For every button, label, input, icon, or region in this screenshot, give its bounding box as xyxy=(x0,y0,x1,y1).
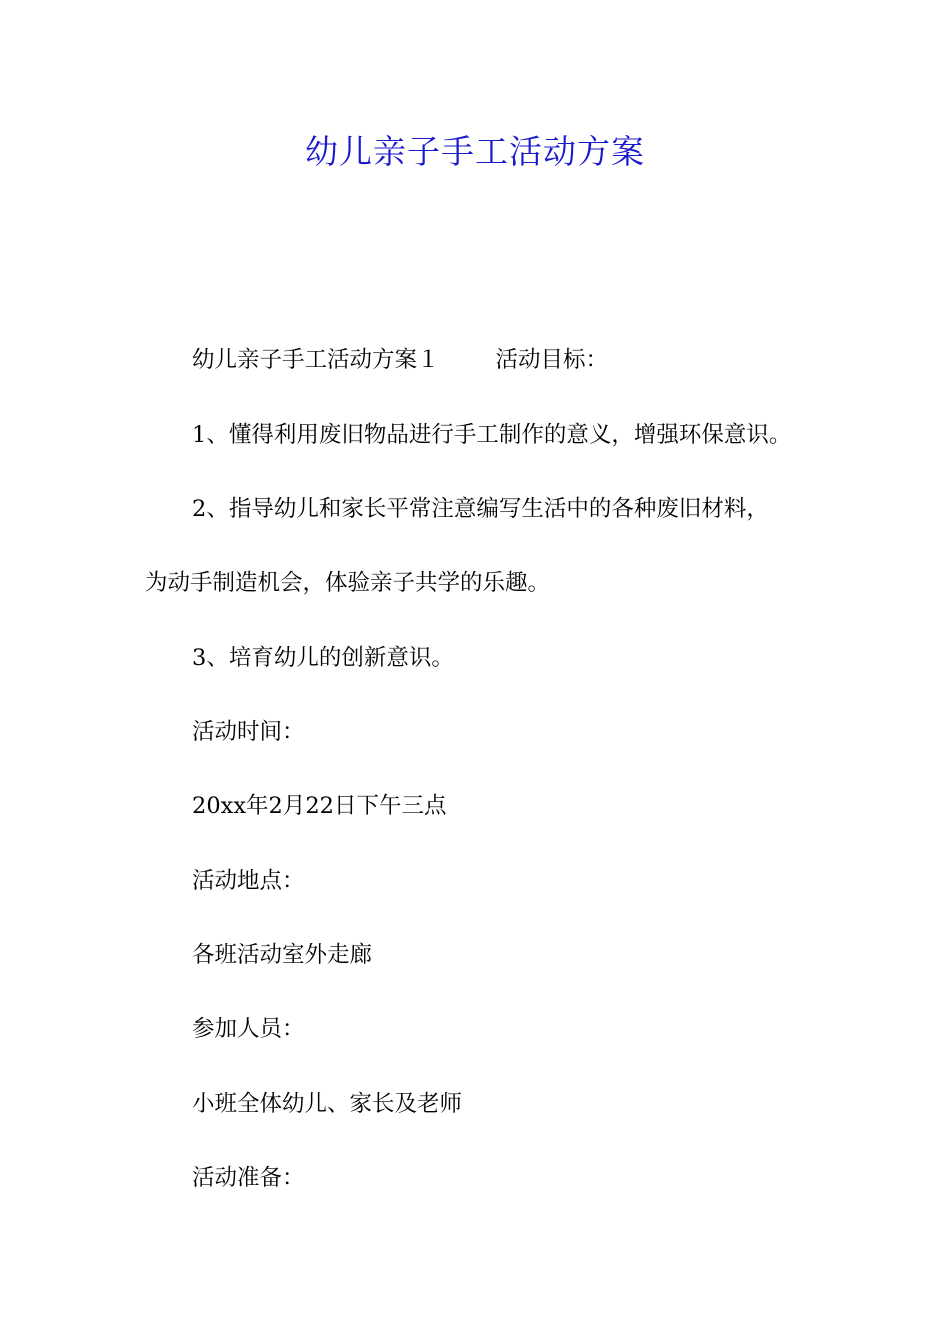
time-heading: 活动时间： xyxy=(192,719,305,745)
preparation-heading: 活动准备： xyxy=(192,1165,305,1191)
paragraph-section-heading xyxy=(192,344,608,376)
time-value: 20xx年2月22日下午三点 xyxy=(192,793,447,819)
participants-heading: 参加人员： xyxy=(192,1016,305,1042)
goal-item-1: 1、懂得利用废旧物品进行手工制作的意义，增强环保意识。 xyxy=(192,422,792,448)
goal-item-2-continuation: 为动手制造机会，体验亲子共学的乐趣。 xyxy=(145,570,551,596)
location-value: 各班活动室外走廊 xyxy=(192,942,373,968)
location-heading: 活动地点： xyxy=(192,868,305,894)
goals-heading: 活动目标： xyxy=(495,347,609,373)
plan-number-label: 幼儿亲子手工活动方案１ xyxy=(192,347,440,373)
goal-item-2: 2、指导幼儿和家长平常注意编写生活中的各种废旧材料， xyxy=(192,496,769,522)
document-title: 幼儿亲子手工活动方案 xyxy=(305,132,645,171)
participants-value: 小班全体幼儿、家长及老师 xyxy=(192,1091,463,1117)
goal-item-3: 3、培育幼儿的创新意识。 xyxy=(192,645,454,671)
